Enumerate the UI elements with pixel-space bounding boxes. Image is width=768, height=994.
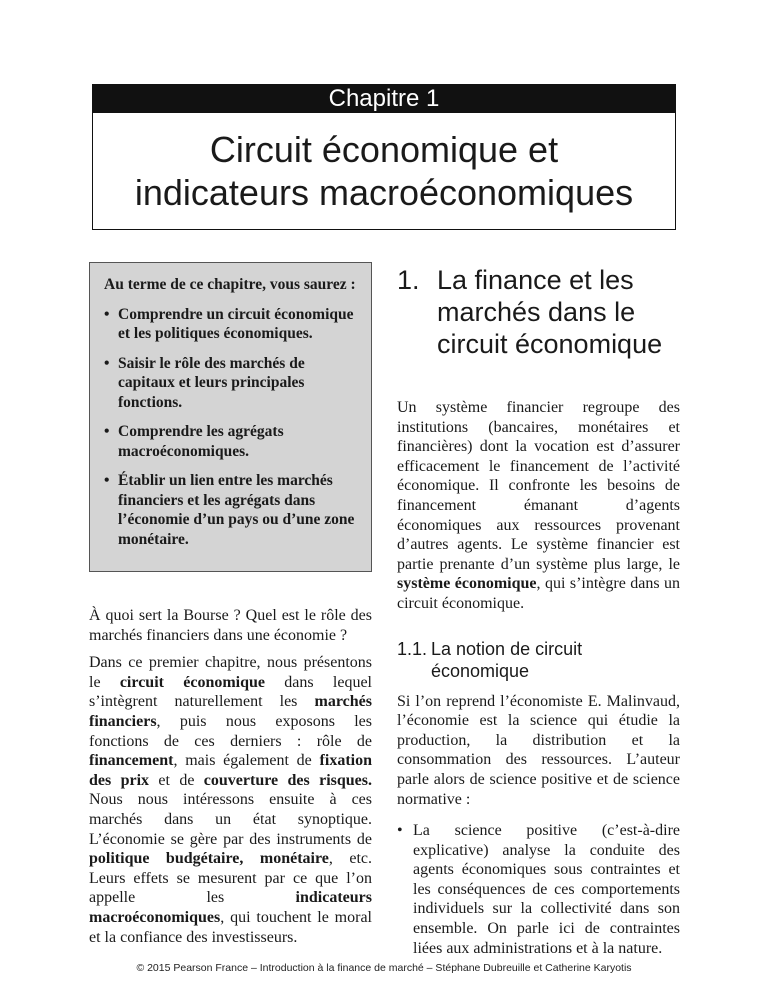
objective-item: • Comprendre un circuit économique et les politiques économiques. bbox=[104, 305, 359, 344]
objectives-intro: Au terme de ce chapitre, vous saurez : bbox=[104, 276, 356, 293]
list-item: • La science positive (c’est-à-dire explicative) analyse la conduite des agents économiques sous contraintes et les conséquences de ces comportements individuels sur la collectivité dans son ensemble. On parle ici de contraintes liées aux administrations et à la nature. bbox=[397, 821, 680, 958]
chapter-label bbox=[92, 84, 676, 113]
objective-item: • Saisir le rôle des marchés de capitaux et leurs principales fonctions. bbox=[104, 354, 359, 413]
subsection-paragraph: Si l’on reprend l’économiste E. Malinvaud, l’économie est la science qui étudie la production, la distribution et la consommation des ressources. L’auteur parle alors de science positive et de science normative : bbox=[397, 692, 680, 808]
subsection-number: 1.1. bbox=[397, 638, 428, 659]
chapter-title-line1: Circuit économique et bbox=[209, 129, 559, 170]
objective-item: • Établir un lien entre les marchés financiers et les agrégats dans l’économie d’un pays ou d’une zone monétaire. bbox=[104, 471, 359, 549]
right-column-text bbox=[397, 398, 680, 958]
page-footer: © 2015 Pearson France – Introduction à la finance de marché – Stéphane Dubreuille et Catherine Karyotis bbox=[136, 962, 632, 974]
objectives-box bbox=[89, 262, 372, 572]
chapter-label-text: Chapitre 1 bbox=[328, 84, 440, 112]
section-title: La finance et les marchés dans le circuit économique bbox=[437, 265, 663, 359]
objectives-list bbox=[104, 305, 359, 550]
section-heading bbox=[397, 264, 687, 360]
chapter-title-line2: indicateurs macroéconomiques bbox=[134, 172, 634, 213]
intro-paragraph: Dans ce premier chapitre, nous présentons le circuit économique dans lequel s’intègrent naturellement les marchés financiers, puis nous exposons les fonctions de ces derniers : rôle de financement, mais également de fixation des prix et de couverture des risques. Nous nous intéressons ensuite à ces marchés dans un état synoptique. L’économie se gère par des instruments de politique budgétaire, monétaire, etc. Leurs effets se mesurent par ce que l’on appelle les indicateurs macroéconomiques, qui touchent le moral et la confiance des investisseurs. bbox=[89, 654, 372, 946]
intro-question: À quoi sert la Bourse ? Quel est le rôle des marchés financiers dans une économie ? bbox=[89, 607, 372, 644]
left-column-text bbox=[89, 606, 372, 955]
chapter-title bbox=[92, 113, 676, 230]
subsection-title-line2: économique bbox=[431, 660, 530, 681]
subsection-heading bbox=[397, 638, 680, 682]
section-number: 1. bbox=[397, 265, 420, 295]
section-paragraph: Un système financier regroupe des institutions (bancaires, monétaires et financières) dont la vocation est d’assurer efficacement le financement de l’activité économique. Il confronte les besoins de financement émanant d’agents économiques aux ressources provenant d’autres agents. Le système financier est partie prenante d’un système plus large, le système économique, qui s’intègre dans un circuit économique. bbox=[397, 399, 681, 612]
objective-item: • Comprendre les agrégats macroéconomiques. bbox=[104, 422, 359, 461]
subsection-list bbox=[397, 821, 680, 958]
subsection-title-line1: La notion de circuit bbox=[431, 638, 583, 659]
